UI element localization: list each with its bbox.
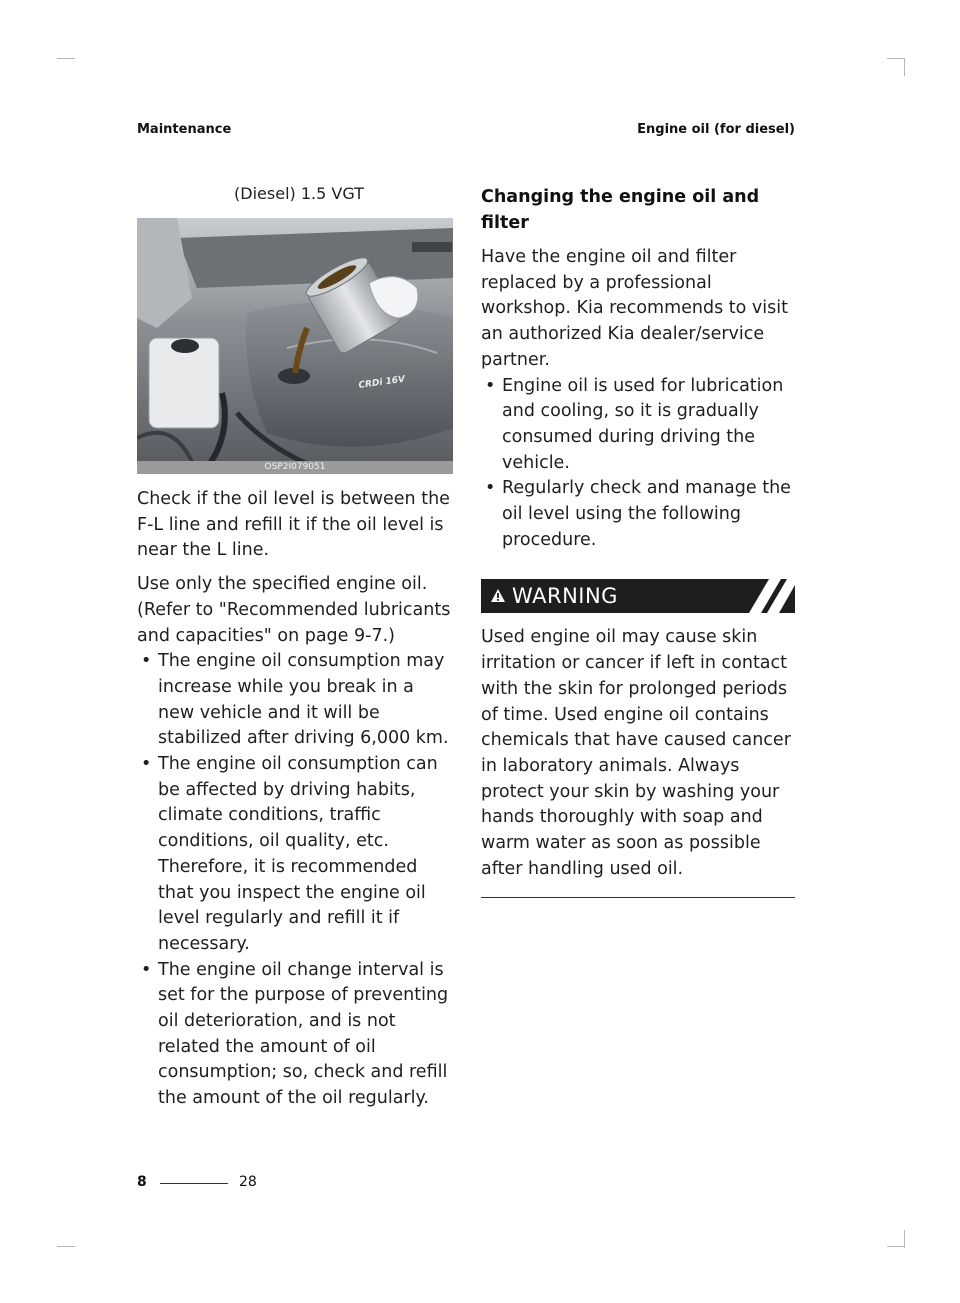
engine-badge: CRDi 16V bbox=[358, 374, 406, 391]
left-bullet-list bbox=[137, 649, 453, 1112]
oil-level-instruction: Check if the oil level is between the F-L line and refill it if the oil level is near the L line. bbox=[137, 489, 450, 561]
warning-slashes-decoration bbox=[735, 579, 795, 613]
crop-mark bbox=[57, 58, 75, 59]
list-item-text: Regularly check and manage the oil level using the following procedure. bbox=[502, 478, 791, 550]
list-item bbox=[481, 374, 795, 477]
warning-end-rule bbox=[481, 897, 795, 898]
running-header-section: Maintenance bbox=[137, 122, 232, 137]
warning-triangle-icon bbox=[490, 588, 506, 603]
page-number: 28 bbox=[239, 1174, 257, 1190]
left-column bbox=[137, 184, 453, 1112]
section-heading: Changing the engine oil and filter bbox=[481, 187, 760, 233]
bullet-icon: • bbox=[141, 959, 152, 980]
specified-oil-note: Use only the specified engine oil. (Refer to "Recommended lubricants and capacities" on page 9-7.) bbox=[137, 574, 451, 646]
engine-oil-fill-photo bbox=[137, 218, 453, 474]
list-item-text: The engine oil consumption may increase while you break in a new vehicle and it will be stabilized after driving 6,000 km. bbox=[158, 651, 449, 749]
right-column bbox=[481, 184, 795, 898]
list-item bbox=[137, 958, 453, 1112]
list-item-text: Engine oil is used for lubrication and cooling, so it is gradually consumed during driving the vehicle. bbox=[502, 375, 784, 473]
right-bullet-list bbox=[481, 374, 795, 554]
list-item bbox=[481, 476, 795, 553]
crop-mark bbox=[57, 1246, 75, 1247]
running-header-topic: Engine oil (for diesel) bbox=[637, 122, 795, 137]
warning-banner bbox=[481, 579, 795, 613]
chapter-number: 8 bbox=[137, 1174, 147, 1190]
footer-divider bbox=[160, 1183, 228, 1184]
crop-mark bbox=[887, 58, 905, 59]
list-item bbox=[137, 752, 453, 958]
oil-change-intro: Have the engine oil and filter replaced by a professional workshop. Kia recommends to visit an authorized Kia dealer/service partner. bbox=[481, 247, 788, 370]
warning-label: WARNING bbox=[512, 584, 618, 609]
list-item-text: The engine oil consumption can be affected by driving habits, climate conditions, traffic conditions, oil quality, etc. Therefore, it is recommended that you inspect the engine oil level regularly and refill it if necessary. bbox=[158, 754, 438, 954]
list-item bbox=[137, 649, 453, 752]
bullet-icon: • bbox=[141, 651, 152, 672]
crop-mark bbox=[904, 1230, 905, 1248]
bullet-icon: • bbox=[485, 478, 496, 499]
crop-mark bbox=[904, 58, 905, 76]
warning-text: Used engine oil may cause skin irritation or cancer if left in contact with the skin for prolonged periods of time. Used engine oil contains chemicals that have caused cancer in laboratory animals. Always protect your skin by washing your hands thoroughly with soap and warm water as soon as possible after handling used oil. bbox=[481, 627, 791, 879]
engine-bay-illustration bbox=[137, 218, 453, 474]
bullet-icon: • bbox=[141, 754, 152, 775]
list-item-text: The engine oil change interval is set for the purpose of preventing oil deterioration, and is not related the amount of oil consumption; so, check and refill the amount of the oil regularly. bbox=[158, 959, 449, 1109]
photo-reference-code: OSP2I079051 bbox=[137, 461, 453, 474]
bullet-icon: • bbox=[485, 375, 496, 396]
crop-mark bbox=[887, 1246, 905, 1247]
figure-caption: (Diesel) 1.5 VGT bbox=[234, 184, 364, 203]
